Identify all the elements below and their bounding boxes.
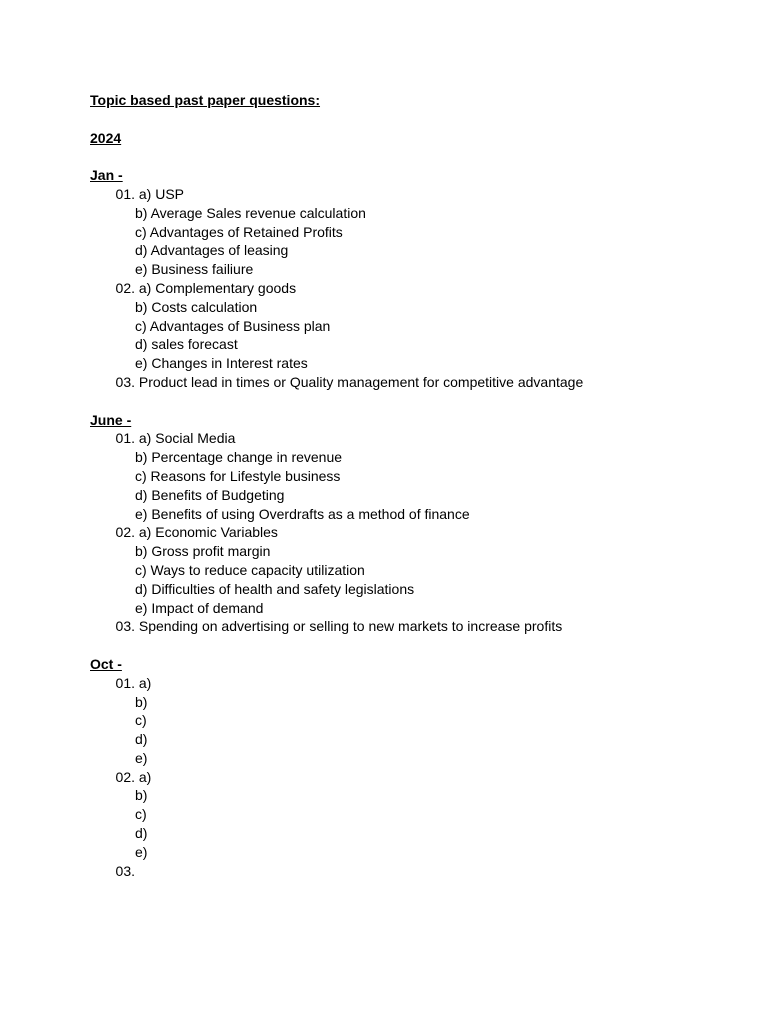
sub-question: d) Difficulties of health and safety legislations (135, 580, 415, 597)
sub-question: d) sales forecast (135, 336, 238, 353)
question-row (90, 674, 740, 693)
section-heading: June - (90, 411, 132, 428)
question-text: a) Social Media (138, 430, 236, 447)
question-text: a) USP (138, 185, 185, 202)
question-text: a) (138, 768, 152, 785)
question-number: 03. (115, 862, 135, 879)
question-row (90, 862, 740, 881)
sub-question: d) Benefits of Budgeting (135, 486, 285, 503)
spacer (90, 636, 740, 655)
sub-question: d) (135, 825, 148, 842)
question-row (90, 429, 740, 448)
sub-question: b) Costs calculation (135, 298, 258, 315)
question-text: Spending on advertising or selling to new markets to increase profits (138, 618, 563, 635)
year-heading: 2024 (90, 129, 122, 146)
sub-question: d) (135, 731, 148, 748)
sections-container (90, 166, 740, 880)
question-number: 01. (115, 674, 135, 691)
sub-question: c) Advantages of Retained Profits (135, 223, 343, 240)
sub-question: b) (135, 787, 148, 804)
question-number: 03. (115, 373, 135, 390)
spacer (90, 110, 740, 129)
question-row (90, 523, 740, 542)
question-number: 01. (115, 430, 135, 447)
question-number: 01. (115, 185, 135, 202)
sub-question: c) Ways to reduce capacity utilization (135, 561, 365, 578)
question-row (90, 373, 740, 392)
question-text: a) Complementary goods (138, 279, 297, 296)
sub-question: c) (135, 712, 147, 729)
section-heading: Oct - (90, 655, 122, 672)
question-text: a) (138, 674, 152, 691)
sub-question: b) Percentage change in revenue (135, 449, 343, 466)
question-number: 03. (115, 618, 135, 635)
section-heading: Jan - (90, 167, 123, 184)
separator (135, 862, 139, 881)
question-text: Product lead in times or Quality management for competitive advantage (138, 373, 584, 390)
question-number: 02. (115, 279, 135, 296)
document-page (90, 91, 740, 880)
sub-question: c) Reasons for Lifestyle business (135, 467, 341, 484)
question-row (90, 768, 740, 787)
question-text: a) Economic Variables (138, 524, 278, 541)
sub-question: e) (135, 749, 148, 766)
question-row (90, 617, 740, 636)
sub-question: e) (135, 843, 148, 860)
sub-question: b) (135, 693, 148, 710)
question-number: 02. (115, 768, 135, 785)
document-title: Topic based past paper questions: (90, 92, 321, 108)
sub-question: e) Changes in Interest rates (135, 355, 308, 372)
sub-question: e) Impact of demand (135, 599, 264, 616)
sub-question: e) Business failiure (135, 261, 254, 278)
sub-question: e) Benefits of using Overdrafts as a method of finance (135, 505, 470, 522)
sub-question: b) Average Sales revenue calculation (135, 204, 366, 221)
sub-question: d) Advantages of leasing (135, 242, 289, 259)
question-row (90, 185, 740, 204)
sub-question: b) Gross profit margin (135, 543, 271, 560)
sub-question: c) (135, 806, 147, 823)
spacer (90, 392, 740, 411)
question-row (90, 279, 740, 298)
sub-question: c) Advantages of Business plan (135, 317, 331, 334)
spacer (90, 147, 740, 166)
question-number: 02. (115, 524, 135, 541)
